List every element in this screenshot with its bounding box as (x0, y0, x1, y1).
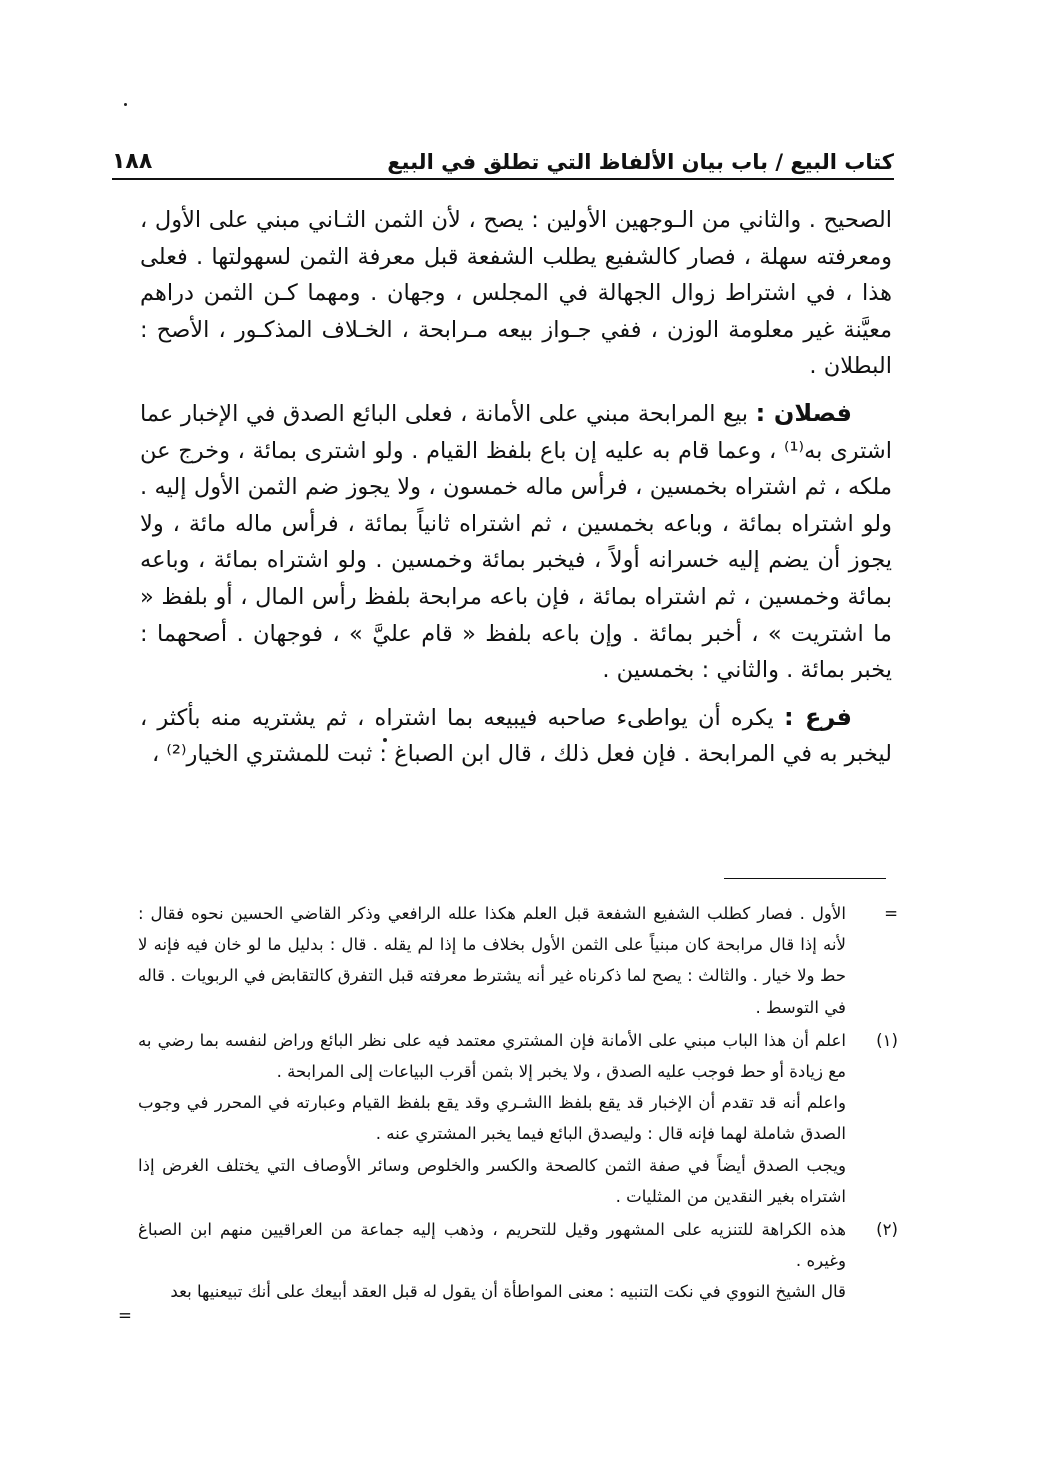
continuation-marker: = (118, 1306, 132, 1325)
footnote-marker: (١) (876, 1030, 898, 1050)
section-heading: فرع : (783, 702, 852, 731)
footnote-text: هذه الكراهة للتنزيه على المشهور وقيل للتحريم ، وذهب إليه جماعة من العراقيين منهم ابن الصباغ وغيره . (138, 1220, 846, 1271)
footnote-text: ويجب الصدق أيضاً في صفة الثمن كالصحة والكسر والخلوص وسائر الأوصاف التي يختلف الغرض إذا اشتراه بغير النقدين من المثليات . (138, 1155, 846, 1206)
footnote-text: واعلم أنه قد تقدم أن الإخبار قد يقع بلفظ االشـري وقد يقع بلفظ القيام وعبارته في المحرر في وجوب الصدق شاملة لهما فإنه قال : وليصدق البائع فيما يخبر المشتري عنه . (138, 1093, 846, 1144)
main-text (140, 202, 892, 783)
footnote-separator (724, 878, 886, 879)
paragraph-text: بيع المرابحة مبني على الأمانة ، فعلى البائع الصدق في الإخبار عما اشترى به⁽¹⁾ ، وعما قام به عليه إن باع بلفظ القيام . ولو اشترى بمائة ، وخرج عن ملكه ، ثم اشتراه بخمسين ، فرأس ماله خمسون ، ولا يجوز ضم الثمن الأول إليه . ولو اشتراه بمائة ، وباعه بخمسين ، ثم اشتراه ثانياً بمائة ، فرأس ماله مائة ، ولا يجوز أن يضم إليه خسرانه أولاً ، فيخبر بمائة وخمسين . ولو اشتراه بمائة ، وباعه بمائة وخمسين ، ثم اشتراه بمائة ، فإن باعه مرابحة بلفظ رأس المال ، أو بلفظ « ما اشتريت » ، أخبر بمائة . وإن باعه بلفظ « قام عليَّ » ، فوجهان . أصحهما : يخبر بمائة . والثاني : بخمسين . (140, 400, 892, 684)
footnotes (138, 898, 898, 1310)
footnote-marker: (٢) (876, 1220, 898, 1240)
footnote-1 (138, 1025, 898, 1212)
page-number: ١٨٨ (112, 149, 153, 174)
chapter-title: كتاب البيع / باب بيان الألفاظ التي تطلق في البيع (387, 150, 894, 174)
paragraph (140, 699, 892, 773)
paragraph (140, 395, 892, 689)
paragraph: الصحيح . والثاني من الـوجهين الأولين : يصح ، لأن الثمن الثـاني مبني على الأول ، ومعرفته سهلة ، فصار كالشفيع يطلب الشفعة قبل معرفة الثمن لسهولتها . فعلى هذا ، في اشتراط زوال الجهالة في المجلس ، وجهان . ومهما كـن الثمن دراهم معيَّنة غير معلومة الوزن ، ففي جـواز بيعه مـرابحة ، الخـلاف المذكـور ، الأصح : البطلان . (140, 207, 892, 380)
running-header (112, 140, 894, 174)
paragraph-text: يكره أن يواطىء صاحبه فيبيعه بما اشتراه ، ثم يشتريه منه بأكثر ، ليخبر به في المرابحة . فإن فعل ذلك ، قال ابن الصباغ : ثبت للمشتري الخيار⁽²⁾ ، (140, 704, 892, 768)
footnote-2 (138, 1214, 898, 1308)
footnote-text: الأول . فصار كطلب الشفيع الشفعة قبل العلم هكذا علله الرافعي وذكر القاضي الحسين نحوه فقال : لأنه إذا قال مرابحة كان مبنياً على الثمن الأول بخلاف ما إذا لم يقله . قال : بدليل ما لو خان فيه فإنه لا حط ولا خيار . والثالث : يصح لما ذكرناه غير أنه يشترط معرفته قبل التفرق كالتقابض في الربويات . قاله في التوسط . (138, 904, 846, 1017)
footnote-text: اعلم أن هذا الباب مبني على الأمانة فإن المشتري معتمد فيه على نظر البائع وراض لنفسه بما رضي به مع زيادة أو حط فوجب عليه الصدق ، ولا يخبر إلا بثمن أقرب البياعات إلى المرابحة . (138, 1030, 846, 1082)
section-heading: فصلان : (755, 398, 852, 427)
footnote-continued (138, 898, 898, 1023)
footnote-text: قال الشيخ النووي في نكت التنبيه : معنى المواطأة أن يقول له قبل العقد أبيعك على أنك تبيعنيها بعد (170, 1282, 846, 1302)
scan-speck (124, 103, 127, 106)
header-rule (112, 178, 894, 180)
footnote-marker: = (884, 904, 898, 923)
